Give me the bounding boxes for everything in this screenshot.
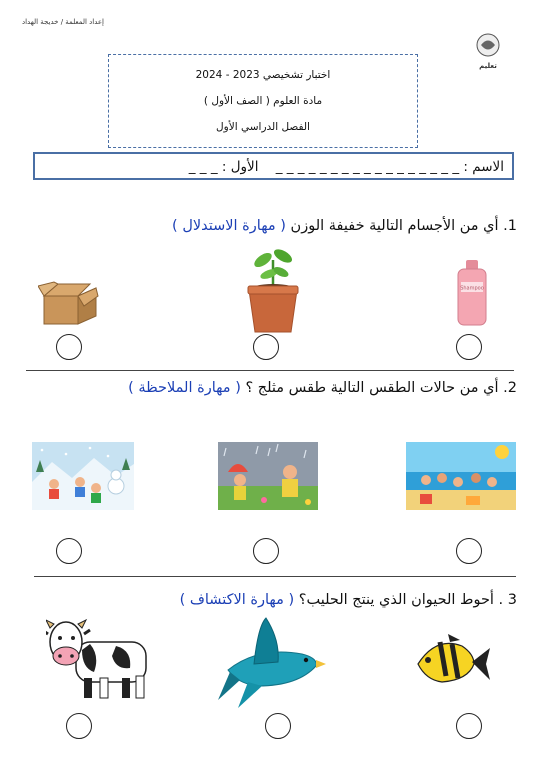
logo-icon xyxy=(470,32,506,62)
rain-scene-image[interactable] xyxy=(218,442,318,510)
cardboard-box-image[interactable] xyxy=(38,280,100,326)
answer-circle-q3-option1[interactable] xyxy=(456,713,482,739)
exam-title: اختبار تشخيصي 2023 - 2024 xyxy=(195,69,331,81)
class-label: الأول : xyxy=(221,159,259,175)
exam-subject: مادة العلوم ( الصف الأول ) xyxy=(203,95,323,107)
separator-line xyxy=(26,370,514,371)
answer-circle-q1-option3[interactable] xyxy=(56,334,82,360)
bottle-label: Shampoo xyxy=(460,285,484,292)
beach-scene-image[interactable] xyxy=(406,442,516,510)
shampoo-bottle-image[interactable] xyxy=(455,260,489,326)
snow-scene-image[interactable] xyxy=(32,442,134,510)
name-blank[interactable]: _ _ _ _ _ _ _ _ _ _ _ _ _ _ _ _ _ xyxy=(275,159,460,175)
cow-image[interactable] xyxy=(46,616,150,702)
answer-circle-q2-option1[interactable] xyxy=(456,538,482,564)
question-text: أي من الأجسام التالية خفيفة الوزن xyxy=(290,218,499,234)
logo-text: تعليم xyxy=(479,62,497,70)
question-3: 3 . أحوط الحيوان الذي ينتج الحليب؟ ( مهارة الاكتشاف ) xyxy=(179,592,517,608)
class-blank[interactable]: _ _ _ xyxy=(188,159,218,175)
answer-circle-q3-option3[interactable] xyxy=(66,713,92,739)
answer-circle-q1-option2[interactable] xyxy=(253,334,279,360)
question-number: 3 . xyxy=(498,592,517,608)
answer-circle-q1-option1[interactable] xyxy=(456,334,482,360)
exam-semester: الفصل الدراسي الأول xyxy=(216,121,310,133)
student-name-bar xyxy=(33,152,514,180)
question-2: 2. أي من حالات الطقس التالية طقس مثلج ؟ ( مهارة الملاحظة ) xyxy=(128,380,517,396)
answer-circle-q3-option2[interactable] xyxy=(265,713,291,739)
answer-circle-q2-option3[interactable] xyxy=(56,538,82,564)
bird-image[interactable] xyxy=(218,616,328,710)
question-1: 1. أي من الأجسام التالية خفيفة الوزن ( مهارة الاستدلال ) xyxy=(172,218,517,234)
teacher-credit: إعداد المعلمة / خديجة الهداد xyxy=(22,18,104,26)
exam-header-box xyxy=(108,54,418,148)
skill-label: مهارة الاستدلال xyxy=(182,218,276,234)
name-label: الاسم : xyxy=(463,159,504,175)
plant-pot-image[interactable] xyxy=(245,242,301,334)
question-text: أحوط الحيوان الذي ينتج الحليب؟ xyxy=(298,592,494,608)
fish-image[interactable] xyxy=(412,630,492,692)
skill-label: مهارة الاكتشاف xyxy=(189,592,284,608)
question-number: 2. xyxy=(503,380,517,396)
question-text: أي من حالات الطقس التالية طقس مثلج ؟ xyxy=(245,380,499,396)
school-logo xyxy=(470,32,506,76)
question-number: 1. xyxy=(503,218,517,234)
answer-circle-q2-option2[interactable] xyxy=(253,538,279,564)
skill-label: مهارة الملاحظة xyxy=(138,380,231,396)
separator-line xyxy=(34,576,516,577)
